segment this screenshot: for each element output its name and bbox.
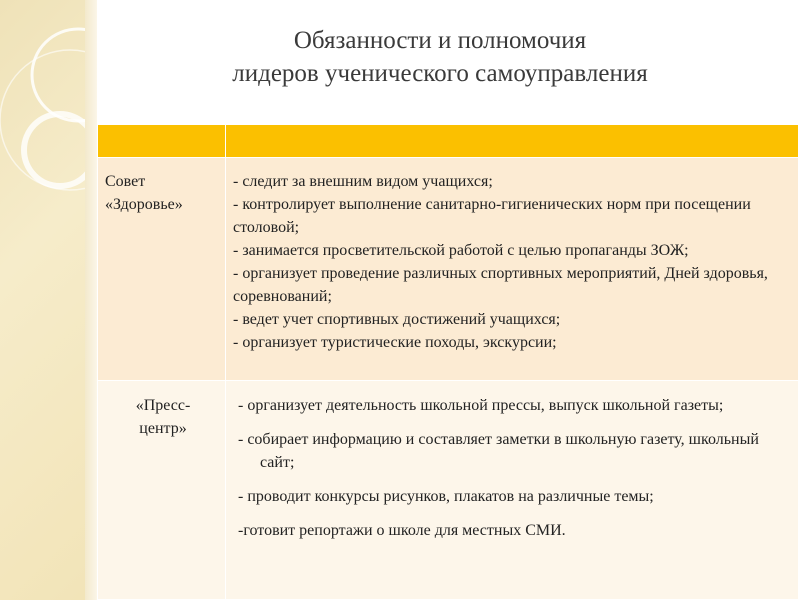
duty-line: - собирает информацию и составляет заметки в школьную газету, школьный сайт; bbox=[238, 431, 759, 471]
row-name-line: центр» bbox=[139, 420, 187, 437]
decorative-circles bbox=[0, 0, 85, 600]
decorative-side-band bbox=[0, 0, 85, 600]
title-line-1: Обязанности и полномочия bbox=[293, 27, 587, 54]
row-name-line: «Пресс- bbox=[135, 397, 191, 414]
duty-line: - проводит конкурсы рисунков, плакатов на различные темы; bbox=[238, 488, 654, 505]
duties-table bbox=[97, 124, 799, 600]
row-duties-cell bbox=[226, 158, 799, 381]
row-duties-cell bbox=[226, 381, 799, 600]
duty-line: - занимается просветительской работой с целью пропаганды ЗОЖ; bbox=[233, 242, 689, 259]
duty-line: - ведет учет спортивных достижений учащихся; bbox=[233, 311, 561, 328]
row-name-line: «Здоровье» bbox=[105, 196, 183, 213]
header-cell-1 bbox=[98, 125, 226, 158]
duty-line: - контролирует выполнение санитарно-гигиенических норм при посещении столовой; bbox=[233, 196, 751, 236]
title-line-2: лидеров ученического самоуправления bbox=[232, 60, 648, 87]
table-row bbox=[98, 158, 799, 381]
row-name-cell bbox=[98, 158, 226, 381]
row-name-line: Совет bbox=[105, 173, 146, 190]
page-title bbox=[100, 24, 780, 90]
duty-line: - организует проведение различных спортивных мероприятий, Дней здоровья, соревнований; bbox=[233, 265, 768, 305]
table-header-row bbox=[98, 125, 799, 158]
table-row bbox=[98, 381, 799, 600]
duty-line: - организует деятельность школьной прессы, выпуск школьной газеты; bbox=[238, 397, 724, 414]
side-band-edge bbox=[85, 0, 97, 600]
duty-line: - следит за внешним видом учащихся; bbox=[233, 173, 493, 190]
header-cell-2 bbox=[226, 125, 799, 158]
row-name-cell bbox=[98, 381, 226, 600]
duty-line: - организует туристические походы, экскурсии; bbox=[233, 334, 557, 351]
duty-line: -готовит репортажи о школе для местных СМИ. bbox=[238, 522, 566, 539]
